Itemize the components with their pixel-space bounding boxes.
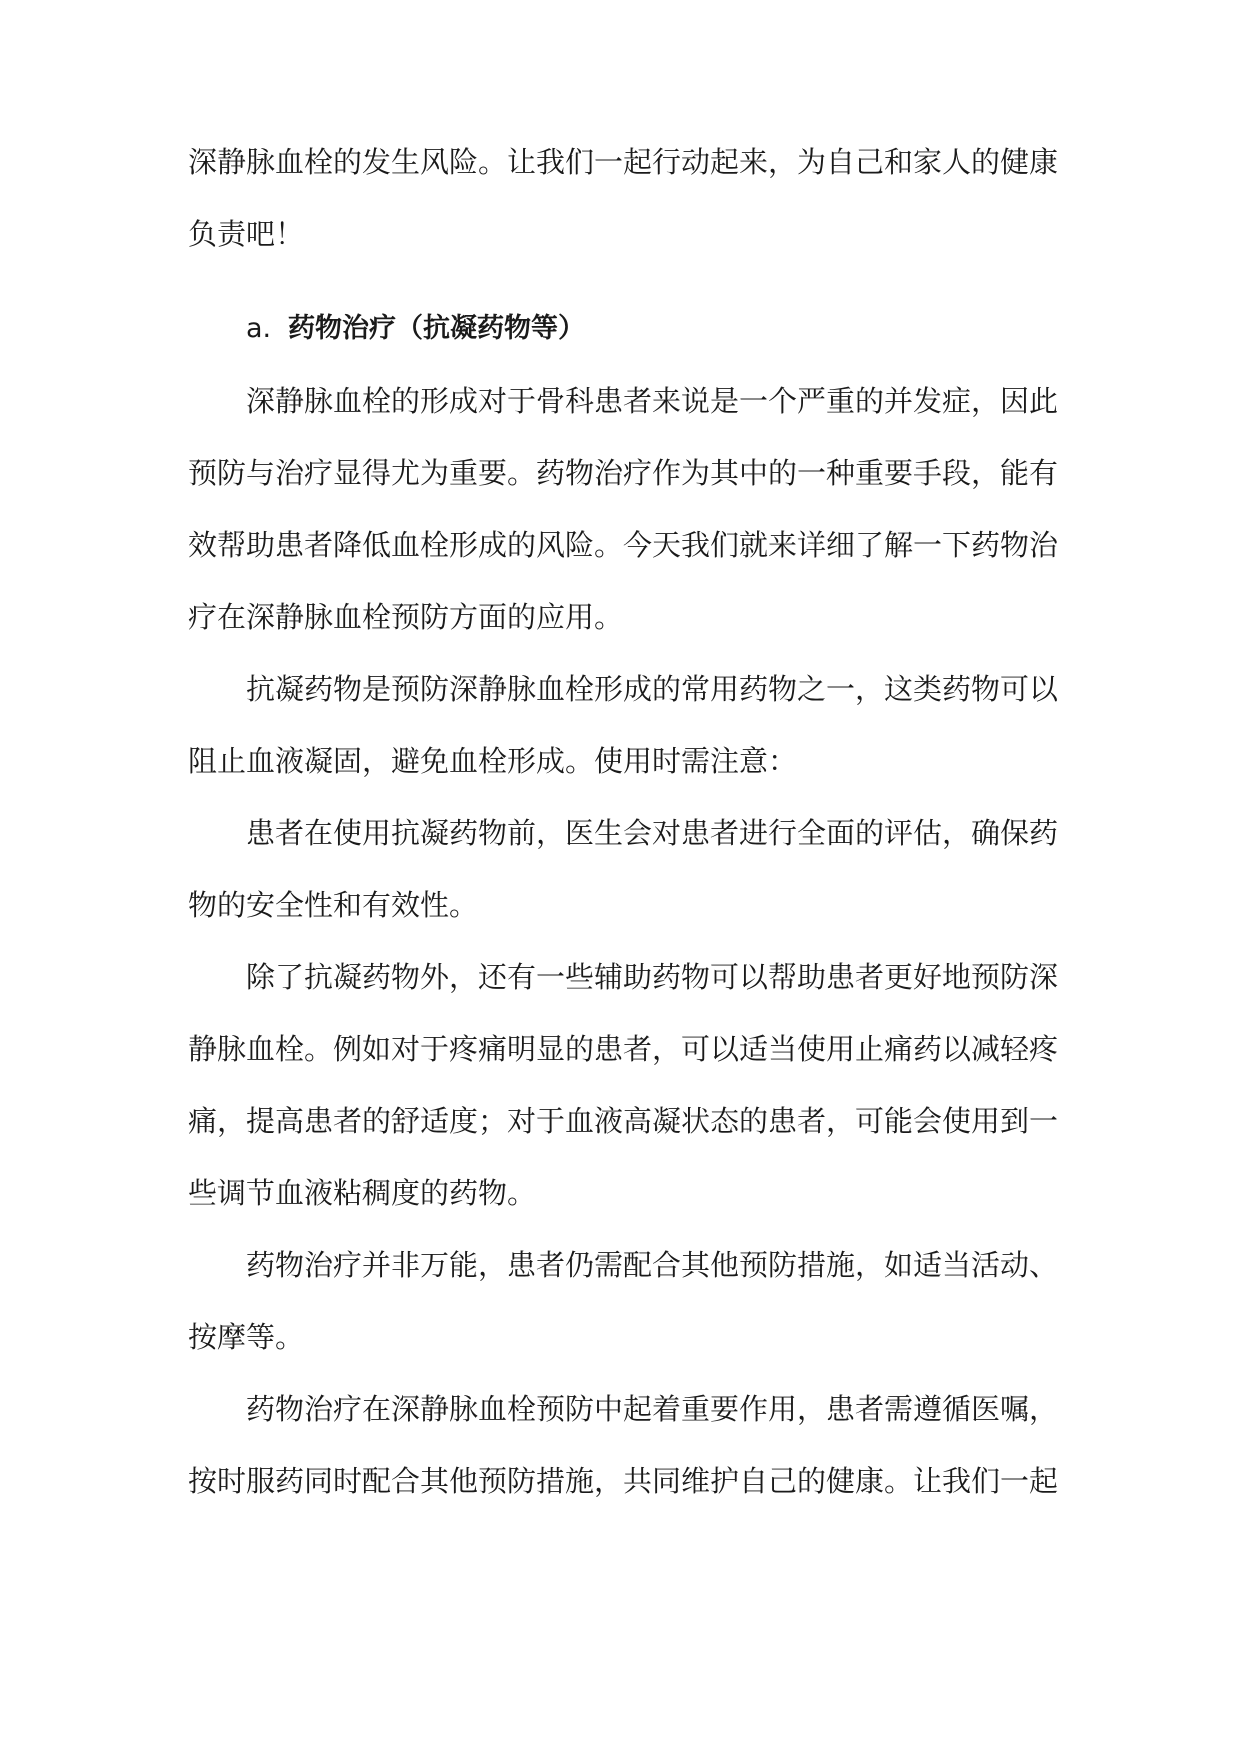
text-line: 效帮助患者降低血栓形成的风险。今天我们就来详细了解一下药物治: [188, 528, 1059, 562]
text-line: 些调节血液粘稠度的药物。: [188, 1176, 537, 1210]
text-line: 物的安全性和有效性。: [188, 888, 479, 922]
text-line: 患者在使用抗凝药物前，医生会对患者进行全面的评估，确保药: [246, 816, 1059, 850]
text-line: 药物治疗在深静脉血栓预防中起着重要作用，患者需遵循医嘱，: [246, 1392, 1059, 1426]
heading-title: 药物治疗（抗凝药物等）: [288, 313, 585, 344]
text-line: 深静脉血栓的形成对于骨科患者来说是一个严重的并发症，因此: [246, 384, 1059, 418]
paragraph: [188, 669, 1059, 781]
text-line: 疗在深静脉血栓预防方面的应用。: [188, 600, 624, 634]
paragraph: [188, 1245, 1059, 1357]
text-line: 深静脉血栓的发生风险。让我们一起行动起来，为自己和家人的健康: [188, 145, 1059, 179]
text-line: 阻止血液凝固，避免血栓形成。使用时需注意：: [188, 744, 798, 778]
section-heading: [188, 309, 1054, 349]
paragraph: [188, 957, 1059, 1213]
text-line: 预防与治疗显得尤为重要。药物治疗作为其中的一种重要手段，能有: [188, 456, 1059, 490]
text-line: 痛，提高患者的舒适度；对于血液高凝状态的患者，可能会使用到一: [188, 1104, 1059, 1138]
text-line: 按时服药同时配合其他预防措施，共同维护自己的健康。让我们一起: [188, 1464, 1059, 1498]
intro-paragraph: [188, 142, 1059, 254]
text-line: 负责吧！: [188, 217, 305, 251]
document-body: [188, 142, 1059, 1501]
text-line: 按摩等。: [188, 1320, 305, 1354]
heading-marker: a.: [246, 313, 272, 344]
paragraph: [188, 381, 1059, 637]
text-line: 药物治疗并非万能，患者仍需配合其他预防措施，如适当活动、: [246, 1248, 1059, 1282]
text-line: 除了抗凝药物外，还有一些辅助药物可以帮助患者更好地预防深: [246, 960, 1059, 994]
paragraph: [188, 1389, 1059, 1501]
text-line: 静脉血栓。例如对于疼痛明显的患者，可以适当使用止痛药以减轻疼: [188, 1032, 1059, 1066]
text-line: 抗凝药物是预防深静脉血栓形成的常用药物之一，这类药物可以: [246, 672, 1059, 706]
paragraph: [188, 813, 1059, 925]
